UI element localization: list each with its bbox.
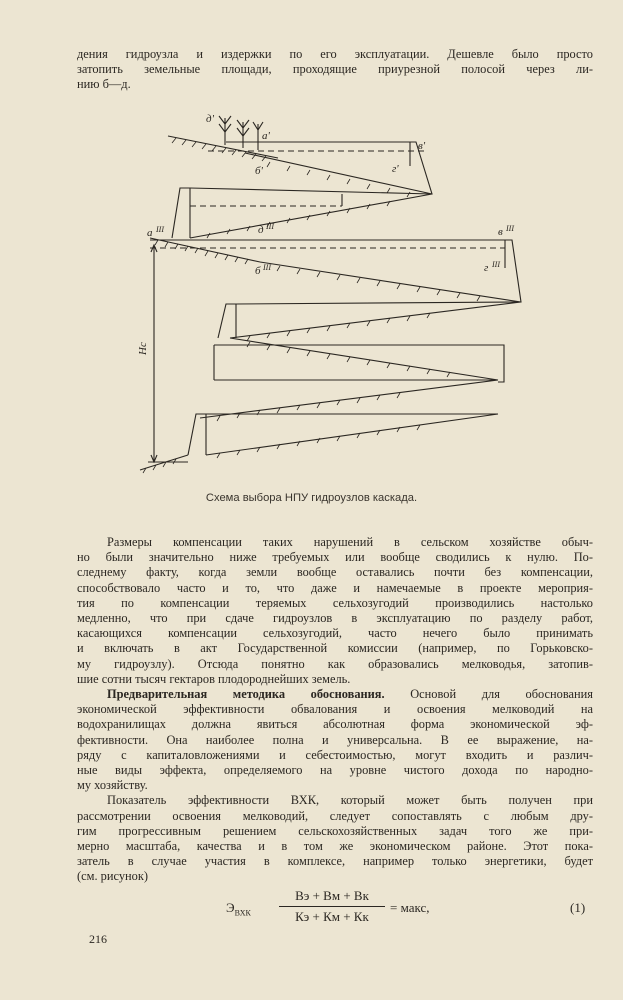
water-level-second xyxy=(190,188,432,194)
formula-block xyxy=(0,888,623,928)
slope-line-2 xyxy=(190,194,432,238)
dam-second xyxy=(172,188,190,238)
label-v3: в xyxy=(498,226,503,238)
text-line: Показатель эффективности ВХК, который может быть получен при xyxy=(107,793,593,808)
formula-numerator: Вэ + Вм + Вк xyxy=(279,888,385,907)
crop-icons xyxy=(219,116,263,150)
text-line: водохранилищах должна явиться абсолютная форма экономической эф- xyxy=(77,717,593,732)
label-d2-sup: III xyxy=(266,222,274,231)
text-line-italic: нию б—д. xyxy=(77,77,131,92)
slope-line-7 xyxy=(206,414,498,455)
text-line: му хозяйству. xyxy=(77,778,148,793)
dam-third xyxy=(505,240,521,302)
text-line: му гидроузлу). Отсюда понятно как образовались мелководья, затопив- xyxy=(77,656,593,671)
text-line: экономической эффективности обвалования и освоения мелководий на xyxy=(77,702,593,717)
label-b1: б' xyxy=(255,165,263,177)
text-line: ные виды эффекта, определяемого на уровне чистого дохода по народно- xyxy=(77,763,593,778)
slope-line-6 xyxy=(200,380,498,418)
text-line: дения гидроузла и издержки по его эксплуатации. Дешевле было просто xyxy=(77,47,593,61)
page-number: 216 xyxy=(89,932,107,946)
text-line: касающихся компенсации сельхозугодий, часто нечего было принимать xyxy=(77,626,593,641)
label-v3-sup: III xyxy=(506,224,514,233)
cascade-scheme-figure xyxy=(0,0,623,490)
formula-symbol: Э xyxy=(226,900,235,915)
text-line: (см. рисунок) xyxy=(77,869,148,884)
text-line: мерно масштаба, качества и в том же экономическом районе. Этот пока- xyxy=(77,839,593,854)
dam-fifth xyxy=(498,345,504,382)
text-line: способствовало часто и то, что даже и намечаемые в проекте мероприя- xyxy=(77,580,593,595)
equation-number: (1) xyxy=(570,900,586,915)
ground-line-third xyxy=(150,238,260,262)
text-line: но были значительно ниже требуемых или вообще сводились к нулю. По- xyxy=(77,550,593,565)
text-line: затопить земельные площади, проходящие приурезной полосой через ли- xyxy=(77,62,593,77)
formula-lhs xyxy=(226,900,251,918)
label-hc: Нс xyxy=(137,342,149,355)
label-g3: г xyxy=(484,262,489,274)
label-g3-sup: III xyxy=(492,260,500,269)
text-line: ряду с капиталовложениями и себестоимостью, могут входить и различ- xyxy=(77,747,593,762)
figure-caption: Схема выбора НПУ гидроузлов каскада. xyxy=(205,492,418,504)
text-line: тия по компенсации теряемых сельхозугодий производились настолько xyxy=(77,595,593,610)
text-line: медленно, что при сдаче гидроузлов в эксплуатацию по разделу работ, xyxy=(77,611,593,626)
label-d1: д' xyxy=(206,113,214,125)
text-line-rest: Основой для обоснования xyxy=(384,687,593,702)
label-g1: г' xyxy=(392,163,399,175)
text-line: фективности. Она наиболее полна и универсальна. В ее выражение, на- xyxy=(77,732,593,747)
dam-bottom xyxy=(188,414,206,455)
label-a3: а xyxy=(147,227,153,239)
formula-fraction xyxy=(279,888,385,925)
body-paragraphs xyxy=(77,535,593,885)
text-line xyxy=(77,687,593,702)
text-line: гим прогрессивным решением сельскохозяйственных задач того же при- xyxy=(77,823,593,838)
formula-subscript: ВХК xyxy=(234,908,251,918)
formula-rhs: = макс, xyxy=(390,900,430,915)
text-line: и включать в акт Государственной комиссии (например, по Горьковско- xyxy=(77,641,593,656)
water-level-fourth xyxy=(236,302,521,304)
label-v1: в' xyxy=(418,140,426,152)
text-line: следнему факту, когда земли вообще оставались почти без компенсации, xyxy=(77,565,593,580)
text-line: шие сотни тысяч гектаров плодороднейших земель. xyxy=(77,671,351,686)
label-b3: б xyxy=(255,265,261,277)
section-heading: Предварительная методика обоснования. xyxy=(107,687,385,702)
formula-denominator: Кэ + Км + Кк xyxy=(295,909,369,924)
text-line: затель в случае участия в комплексе, например только энергетики, будет xyxy=(77,854,593,869)
dam-fourth xyxy=(218,304,236,338)
slope-line-1 xyxy=(245,153,432,194)
label-a1: а' xyxy=(262,130,270,142)
text-line: рассмотрении освоения мелководий, следует сопоставлять с любым дру- xyxy=(77,808,593,823)
label-b3-sup: III xyxy=(263,263,271,272)
text-line: Размеры компенсации таких нарушений в сельском хозяйстве обыч- xyxy=(107,535,593,549)
slope-line-5 xyxy=(230,338,498,380)
label-d2: д xyxy=(258,224,264,236)
slope-line-4 xyxy=(230,302,521,338)
slope-line-3 xyxy=(260,262,521,302)
label-a3-sup: III xyxy=(156,225,164,234)
